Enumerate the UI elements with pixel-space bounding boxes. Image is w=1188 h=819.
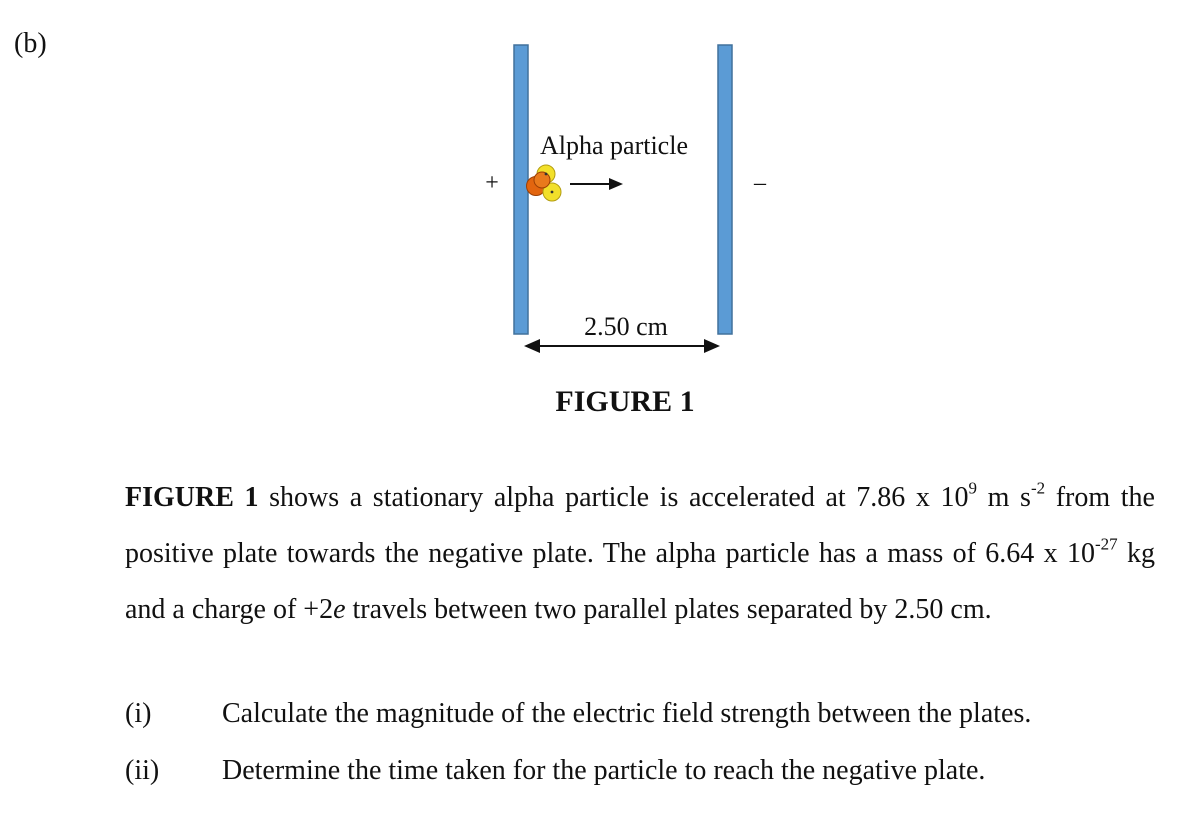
question-text: Determine the time taken for the particle to reach the negative plate. bbox=[222, 755, 986, 786]
part-label: (b) bbox=[14, 28, 47, 59]
motion-arrow-icon bbox=[570, 178, 623, 190]
separation-label: 2.50 cm bbox=[584, 312, 668, 341]
negative-sign: – bbox=[754, 170, 766, 196]
parallel-plates-figure bbox=[0, 0, 1188, 400]
positive-plate bbox=[514, 45, 528, 334]
question-number: (i) bbox=[125, 698, 152, 729]
positive-sign: + bbox=[485, 170, 499, 196]
figure-caption: FIGURE 1 bbox=[555, 385, 695, 418]
negative-plate bbox=[718, 45, 732, 334]
figure-reference: FIGURE 1 bbox=[125, 482, 259, 513]
separation-arrow-icon bbox=[524, 339, 720, 353]
question-number: (ii) bbox=[125, 755, 160, 786]
question-text: Calculate the magnitude of the electric field strength between the plates. bbox=[222, 698, 1032, 729]
particle-label: Alpha particle bbox=[540, 131, 688, 160]
alpha-particle-icon bbox=[527, 165, 562, 201]
problem-paragraph: FIGURE 1 shows a stationary alpha particle is accelerated at 7.86 x $10^9$ m $s^{-2}$ from the positive plate towards the negative plate. The alpha particle has a mass of 6.64 x $10^{-27}$ kg and a charge of +2e travels between two parallel plates separated by 2.50 cm. bbox=[125, 478, 1155, 625]
